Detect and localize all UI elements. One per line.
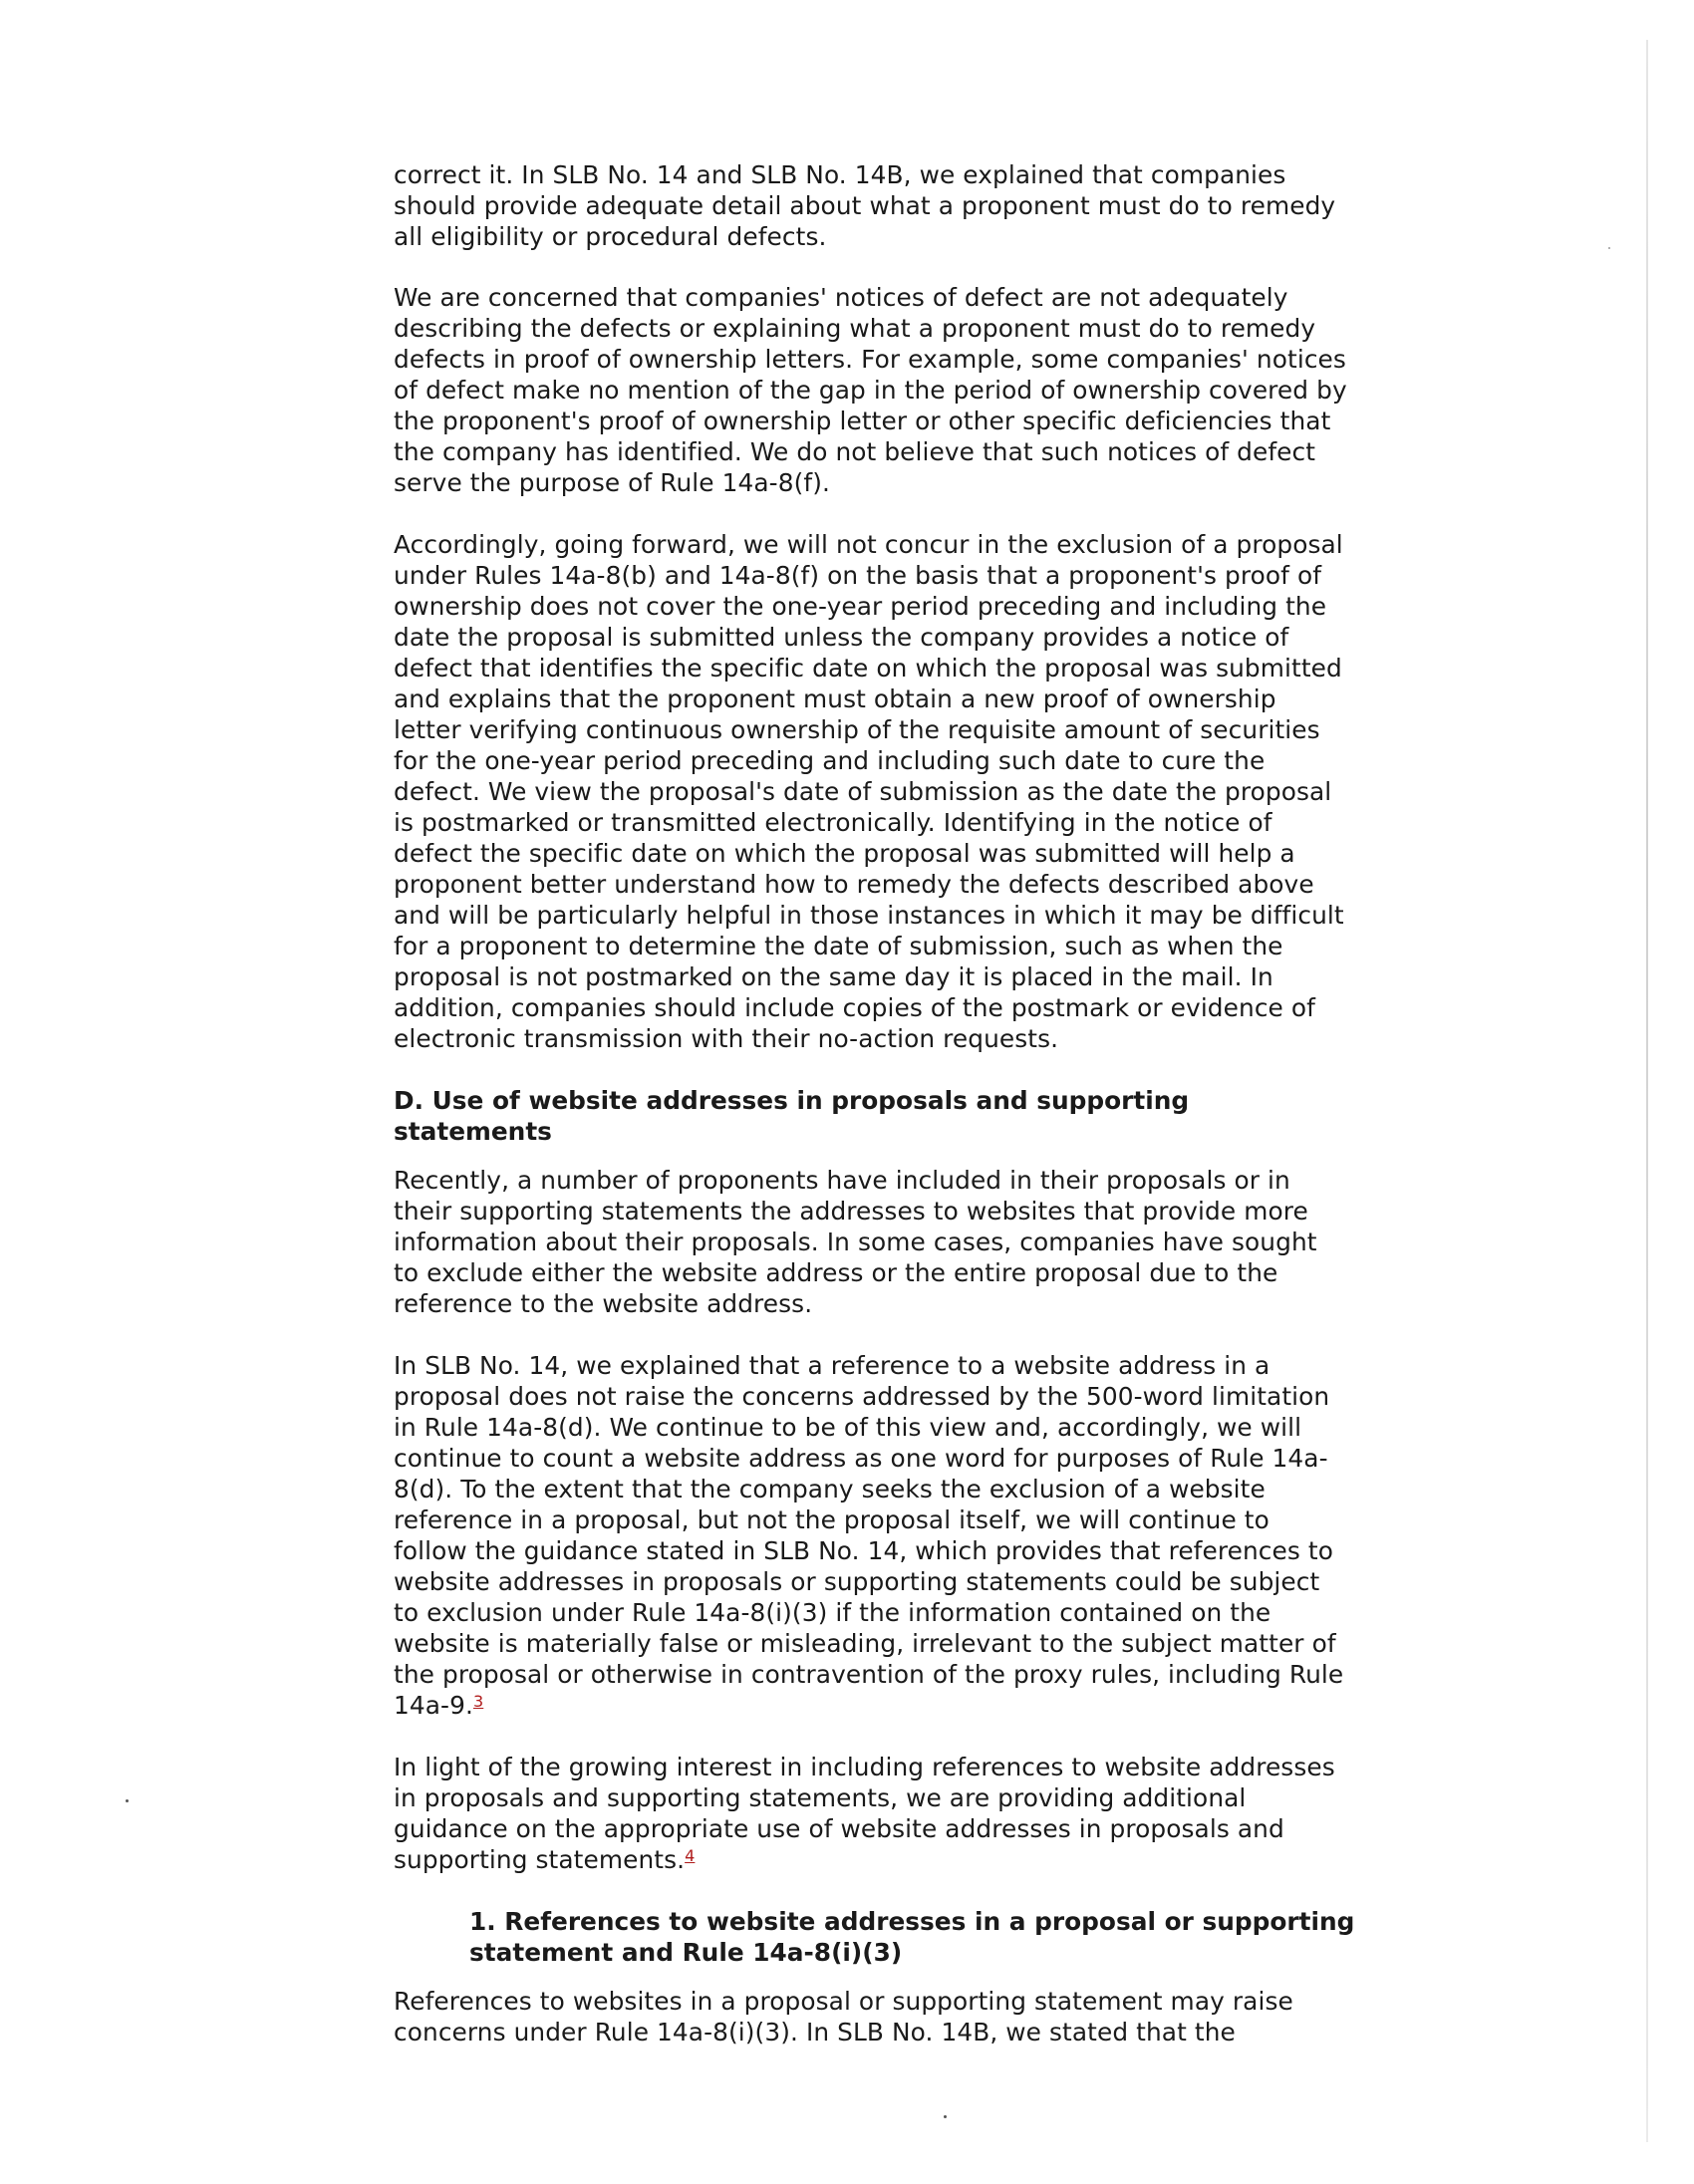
paragraph-references-websites: References to websites in a proposal or supporting statement may raise concerns under Rule 14a-8(i)(3). In SLB No. 14B, we stated that the: [394, 1987, 1293, 2047]
footnote-link-3[interactable]: 3: [472, 1692, 484, 1711]
paragraph-growing-interest: [394, 1752, 1380, 1875]
section-d-heading: D. Use of website addresses in proposals and supporting statements: [394, 1086, 1190, 1146]
paragraph-concern-notices: We are concerned that companies' notices of defect are not adequately describing the defects or explaining what a proponent must do to remedy defects in proof of ownership letters. For example, some companies' notices of defect make no mention of the gap in the period of ownership covered by the proponent's proof of ownership letter or other specific deficiencies that the company has identified. We do not believe that such notices of defect serve the purpose of Rule 14a-8(f).: [394, 283, 1347, 497]
scan-speck: [126, 1799, 129, 1802]
footnote-link-4[interactable]: 4: [685, 1846, 696, 1865]
paragraph-slb14-website: [394, 1350, 1380, 1721]
scan-speck: [1608, 247, 1610, 249]
paragraph-going-forward: Accordingly, going forward, we will not concur in the exclusion of a proposal under Rules 14a-8(b) and 14a-8(f) on the basis that a proponent's proof of ownership does not cover the one-year period preceding and including the date the proposal is submitted unless the company provides a notice of defect that identifies the specific date on which the proposal was submitted and explains that the proponent must obtain a new proof of ownership letter verifying continuous ownership of the requisite amount of securities for the one-year period preceding and including such date to cure the defect. We view the proposal's date of submission as the date the proposal is postmarked or transmitted electronically. Identifying in the notice of defect the specific date on which the proposal was submitted will help a proponent better understand how to remedy the defects described above and will be particularly helpful in those instances in which it may be difficult for a proponent to determine the date of submission, such as when the proposal is not postmarked on the same day it is placed in the mail. In addition, companies should include copies of the postmark or evidence of electronic transmission with their no-action requests.: [394, 530, 1344, 1053]
scan-edge-line: [1646, 40, 1648, 2142]
paragraph-notice-detail: correct it. In SLB No. 14 and SLB No. 14B, we explained that companies should provide adequate detail about what a proponent must do to remedy all eligibility or procedural defects.: [394, 160, 1336, 251]
paragraph-slb14-text: In SLB No. 14, we explained that a reference to a website address in a proposal does not raise the concerns addressed by the 500-word limitation in Rule 14a-8(d). We continue to be of this view and, accordingly, we will continue to count a website address as one word for purposes of Rule 14a- 8(d). To the extent that the company seeks the exclusion of a website reference in a proposal, but not the proposal itself, we will continue to follow the guidance stated in SLB No. 14, which provides that references to website addresses in proposals or supporting statements could be subject to exclusion under Rule 14a-8(i)(3) if the information contained on the website is materially false or misleading, irrelevant to the subject matter of the proposal or otherwise in contravention of the proxy rules, including Rule 14a-9.: [394, 1351, 1344, 1720]
paragraph-recently-proponents: Recently, a number of proponents have included in their proposals or in their supporting statements the addresses to websites that provide more information about their proposals. In some cases, companies have sought to exclude either the website address or the entire proposal due to the reference to the website address.: [394, 1166, 1317, 1318]
paragraph-growing-interest-text: In light of the growing interest in including references to website addresses in proposals and supporting statements, we are providing additional guidance on the appropriate use of website addresses in proposals and supporting statements.: [394, 1753, 1335, 1874]
subsection-1-heading: 1. References to website addresses in a proposal or supporting statement and Rule 14a-8(i)(3): [469, 1907, 1355, 1967]
scan-speck: [944, 2115, 947, 2118]
document-body: [394, 159, 1380, 2078]
